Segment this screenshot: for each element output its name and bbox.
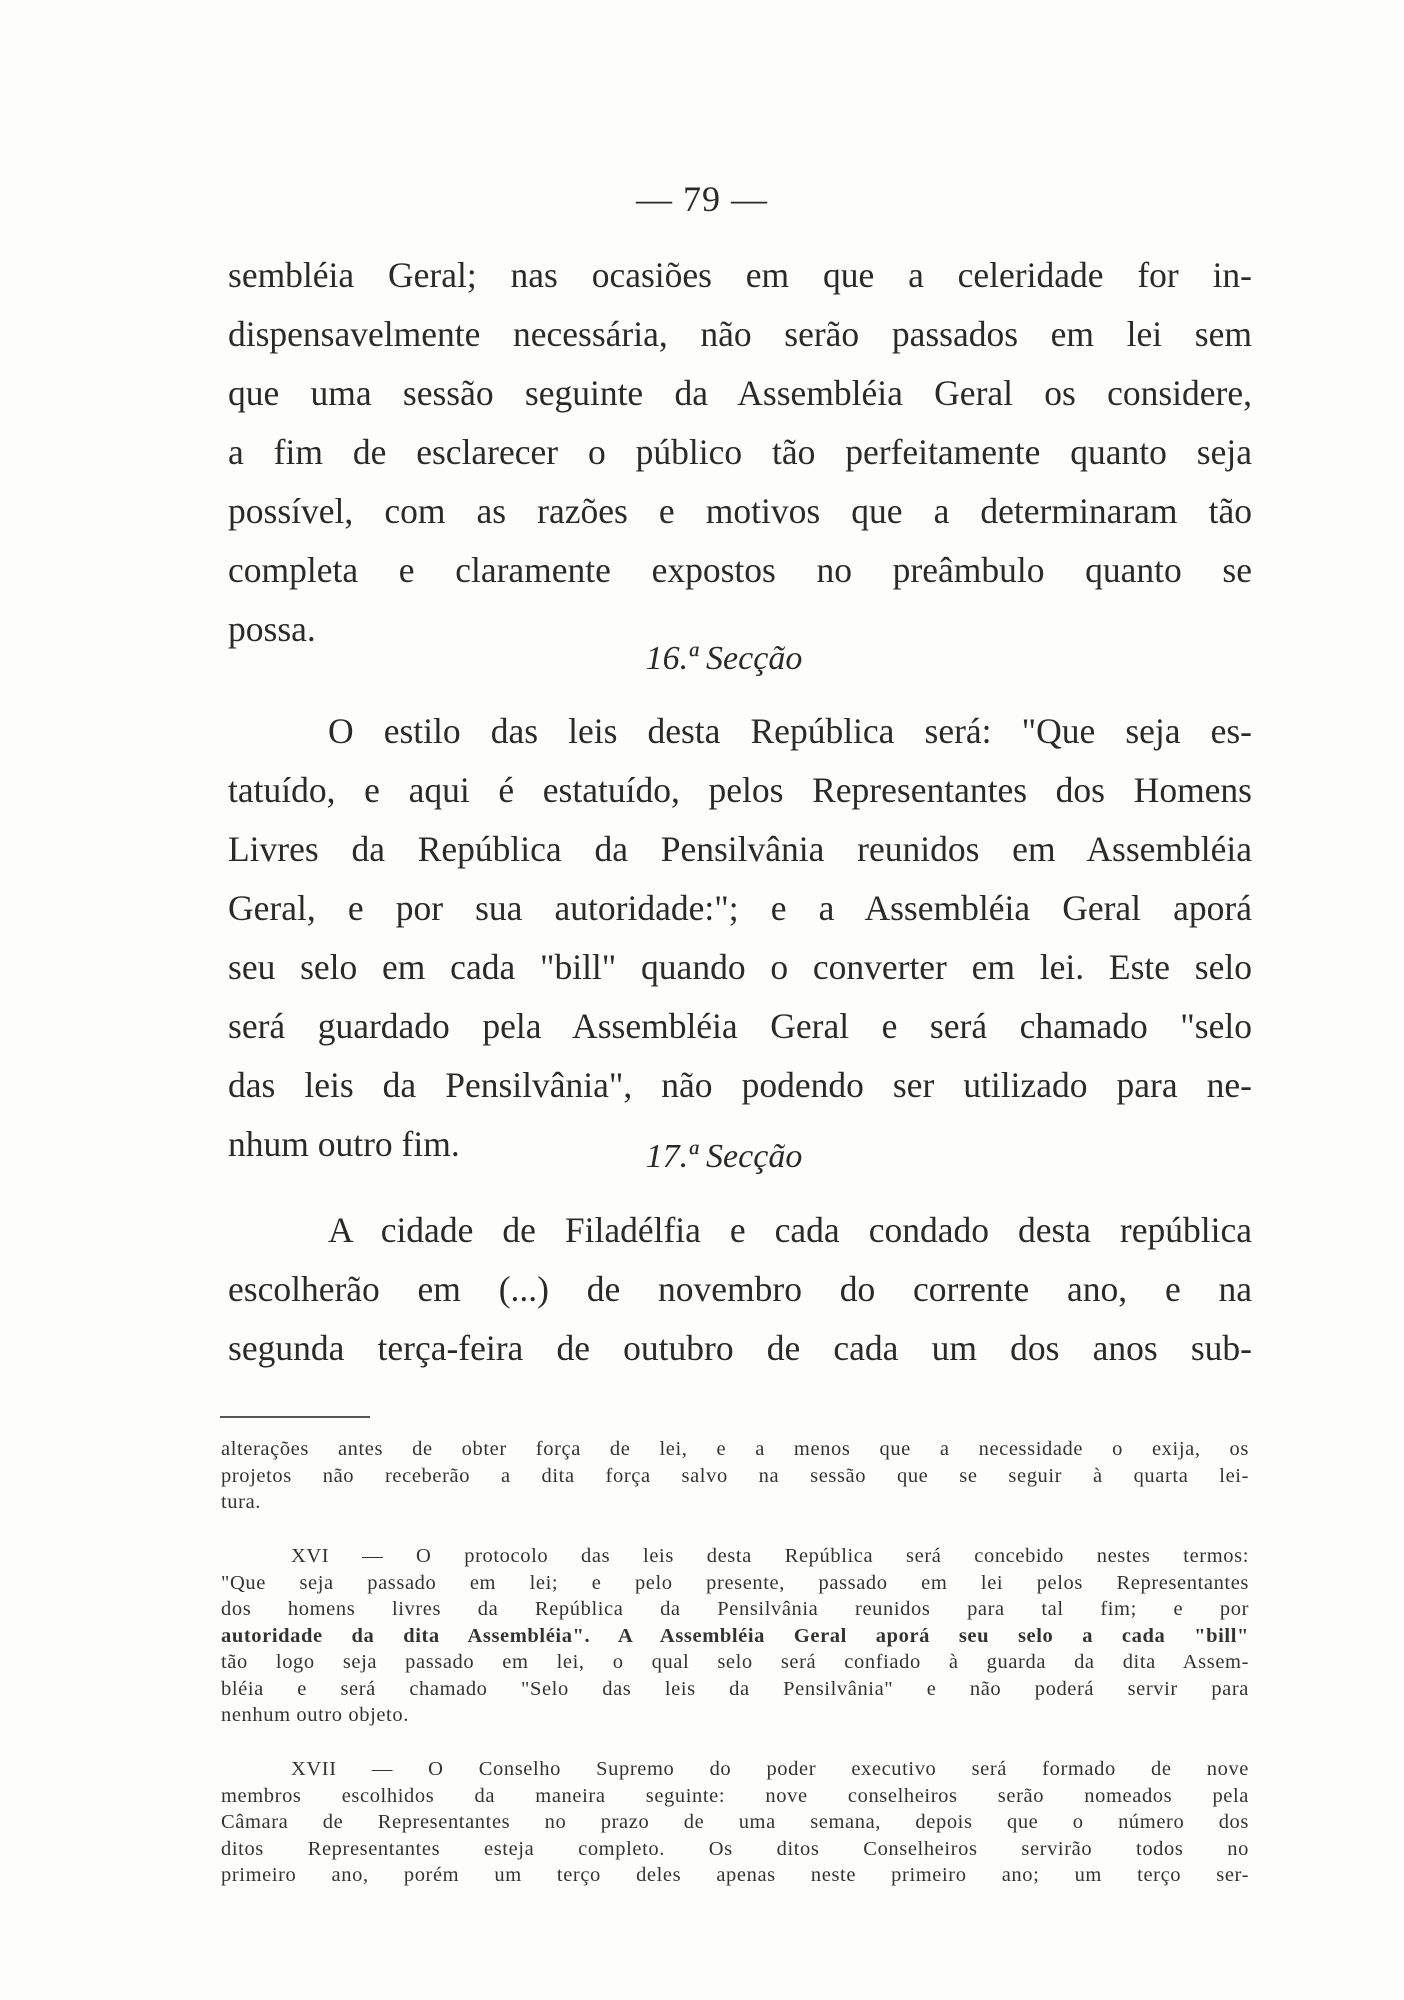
footnote-line: primeiro ano, porém um terço deles apenas neste primeiro ano; um terço ser- — [221, 1864, 1249, 1886]
text-line: das leis da Pensilvânia", não podendo ser utilizado para ne- — [228, 1065, 1252, 1105]
text-line: seu selo em cada "bill" quando o converter em lei. Este selo — [228, 947, 1252, 987]
footnote-line: dos homens livres da República da Pensilvânia reunidos para tal fim; e por — [221, 1598, 1249, 1620]
text-line: segunda terça-feira de outubro de cada um dos anos sub- — [228, 1328, 1252, 1368]
footnote-line: membros escolhidos da maneira seguinte: nove conselheiros serão nomeados pela — [221, 1784, 1249, 1807]
text-line: Geral, e por sua autoridade:"; e a Assembléia Geral aporá — [228, 888, 1252, 928]
text-line: sembléia Geral; nas ocasiões em que a celeridade for in- — [228, 255, 1252, 295]
footnote-line: "Que seja passado em lei; e pelo presente, passado em lei pelos Representantes — [221, 1571, 1249, 1594]
text-line: possa. — [228, 609, 316, 649]
section-16-paragraph — [228, 702, 1252, 1174]
footnote-xvii — [221, 1756, 1249, 1889]
text-line: completa e claramente expostos no preâmbulo quanto se — [228, 550, 1252, 590]
section-17-heading: 17.ª Secção — [645, 1138, 803, 1175]
footnote-continued — [221, 1436, 1249, 1516]
footnote-line: nenhum outro objeto. — [221, 1704, 409, 1726]
section-17-paragraph — [228, 1201, 1252, 1378]
footnote-line: tura. — [221, 1491, 261, 1513]
footnote-divider — [220, 1416, 370, 1418]
text-line: dispensavelmente necessária, não serão passados em lei sem — [228, 314, 1252, 354]
page-number: — 79 — — [636, 179, 768, 219]
text-line: possível, com as razões e motivos que a determinaram tão — [228, 491, 1252, 531]
section-16-heading: 16.ª Secção — [645, 640, 803, 677]
text-line: nhum outro fim. — [228, 1124, 460, 1164]
footnote-line: XVI — O protocolo das leis desta República será concebido nestes termos: — [291, 1545, 1249, 1567]
footnote-line: alterações antes de obter força de lei, e a menos que a necessidade o exija, os — [221, 1438, 1249, 1460]
paragraph-continued — [228, 246, 1252, 659]
footnote-line: Câmara de Representantes no prazo de uma semana, depois que o número dos — [221, 1811, 1249, 1833]
footnote-line: XVII — O Conselho Supremo do poder executivo será formado de nove — [291, 1758, 1249, 1780]
footnote-line: projetos não receberão a dita força salvo na sessão que se seguir à quarta lei- — [221, 1464, 1249, 1487]
footnote-line: ditos Representantes esteja completo. Os ditos Conselheiros servirão todos no — [221, 1837, 1249, 1860]
footnote-line: autoridade da dita Assembléia". A Assembléia Geral aporá seu selo a cada "bill" — [221, 1624, 1249, 1647]
text-line: tatuído, e aqui é estatuído, pelos Representantes dos Homens — [228, 770, 1252, 810]
text-line: que uma sessão seguinte da Assembléia Geral os considere, — [228, 373, 1252, 413]
text-line: escolherão em (...) de novembro do corrente ano, e na — [228, 1269, 1252, 1309]
text-line: O estilo das leis desta República será: "Que seja es- — [328, 711, 1252, 751]
text-line: A cidade de Filadélfia e cada condado desta república — [328, 1210, 1252, 1250]
footnote-line: bléia e será chamado "Selo das leis da Pensilvânia" e não poderá servir para — [221, 1677, 1249, 1700]
text-line: a fim de esclarecer o público tão perfeitamente quanto seja — [228, 432, 1252, 472]
text-line: Livres da República da Pensilvânia reunidos em Assembléia — [228, 829, 1252, 869]
text-line: será guardado pela Assembléia Geral e será chamado "selo — [228, 1006, 1252, 1046]
footnote-line: tão logo seja passado em lei, o qual selo será confiado à guarda da dita Assem- — [221, 1651, 1249, 1673]
footnote-xvi — [221, 1543, 1249, 1729]
